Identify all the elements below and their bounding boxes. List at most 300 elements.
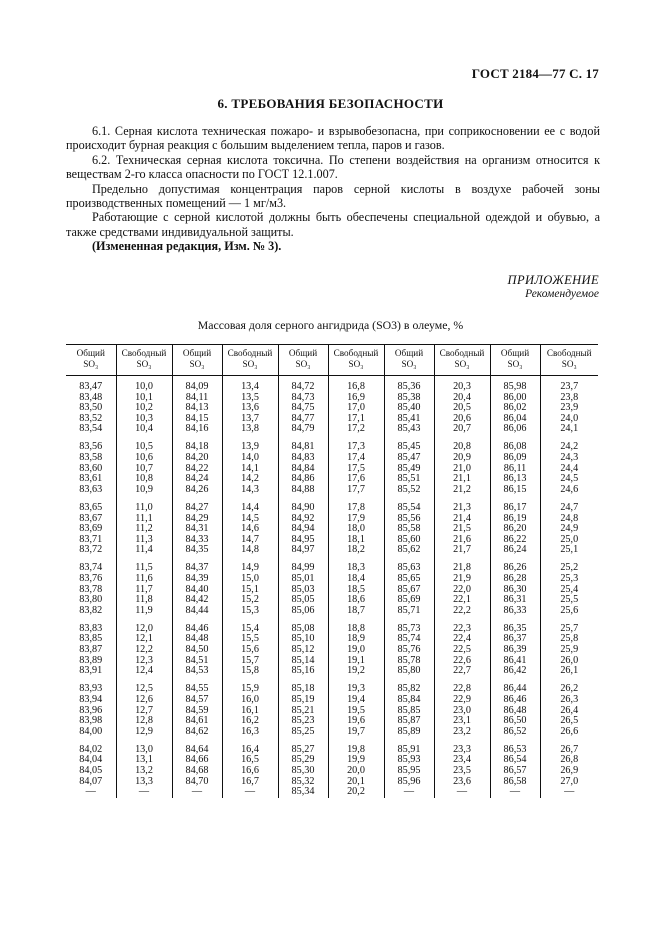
table-cell: 11,8 [116,595,172,606]
table-cell: 85,21 [278,706,328,717]
column-header-unit: SO₃ [189,359,205,369]
table-cell: 86,54 [490,755,540,766]
table-cell: 13,4 [222,376,278,393]
table-cell: 10,6 [116,453,172,464]
table-cell: 85,65 [384,574,434,585]
table-cell: 85,52 [384,485,434,496]
table-cell: 84,86 [278,474,328,485]
column-header-label: Свободный [333,348,379,358]
table-cell: 84,18 [172,435,222,453]
table-cell: 85,89 [384,727,434,738]
table-cell: 86,09 [490,453,540,464]
amendment-note: (Измененная редакция, Изм. № 3). [92,239,282,254]
table-cell: 86,00 [490,393,540,404]
table-cell: 13,3 [116,777,172,788]
table-cell: 84,02 [79,743,103,755]
table-cell: 85,62 [384,545,434,556]
table-cell: 24,5 [540,474,598,485]
table-cell: 23,0 [434,706,490,717]
table-cell: 11,7 [116,585,172,596]
table-cell: 85,23 [278,716,328,727]
table-cell: 84,79 [278,424,328,435]
table-cell: 85,84 [384,695,434,706]
table-cell: 84,95 [278,535,328,546]
appendix-subtitle: Рекомендуемое [525,288,599,300]
column-header-label: Общий [500,348,530,358]
table-cell: 84,39 [172,574,222,585]
column-header [278,345,328,376]
table-cell: 85,82 [384,677,434,695]
table-cell: 85,08 [278,616,328,634]
table-cell: — [85,786,96,798]
table-cell: 84,66 [172,755,222,766]
table-cell: 83,96 [79,704,103,716]
table-cell: 85,51 [384,474,434,485]
table-cell: 84,92 [278,514,328,525]
table-cell: 86,06 [490,424,540,435]
table-cell: 11,3 [116,535,172,546]
table-row [66,606,598,617]
table-cell: 83,72 [79,544,103,556]
table-cell: 84,16 [172,424,222,435]
table-cell: 85,85 [384,706,434,717]
table-cell: 84,24 [172,474,222,485]
table-cell: 21,6 [434,535,490,546]
table-cell: 86,46 [490,695,540,706]
safety-text [66,124,600,254]
table-row [66,766,598,777]
table-cell: 23,8 [540,393,598,404]
table-row [66,787,598,798]
table-cell: 26,1 [540,666,598,677]
table-cell: 22,2 [434,606,490,617]
table-cell: — [384,787,434,798]
table-cell: 10,8 [116,474,172,485]
table-cell: 86,57 [490,766,540,777]
table-cell: 85,38 [384,393,434,404]
table-cell: 85,03 [278,585,328,596]
table-cell: 83,91 [79,665,103,677]
table-cell: 12,3 [116,656,172,667]
table-cell: 83,94 [79,693,103,705]
table-cell: 83,83 [79,622,103,634]
table-cell: 85,05 [278,595,328,606]
table-cell: 20,2 [328,787,384,798]
table-cell: 12,6 [116,695,172,706]
table-cell: 16,6 [222,766,278,777]
table-row [66,574,598,585]
table-cell: 83,47 [79,381,103,392]
table-header-row [66,345,598,376]
table-cell: 14,1 [222,464,278,475]
table-cell: 17,4 [328,453,384,464]
table-row [66,424,598,435]
table-cell: 84,77 [278,414,328,425]
table-cell: 84,72 [278,376,328,393]
table-cell: 21,5 [434,524,490,535]
table-cell: 19,3 [328,677,384,695]
table-cell: 84,83 [278,453,328,464]
table-cell: 85,76 [384,645,434,656]
table-cell: 25,7 [540,616,598,634]
paragraph-mpc: Предельно допустимая концентрация паров серной кислоты в воздухе рабочей зоны производственных помещений — 1 мг/м3. [66,181,600,211]
paragraph-6-2: 6.2. Техническая серная кислота токсична. По степени воздействия на организм относится к веществам 2-го класса опасности по ГОСТ 12.1.007. [66,152,600,182]
table-cell: 85,19 [278,695,328,706]
table-cell: 85,58 [384,524,434,535]
table-cell: 85,40 [384,403,434,414]
column-header-label: Свободный [439,348,485,358]
table-cell: 84,42 [172,595,222,606]
table-cell: 11,2 [116,524,172,535]
table-cell: 84,90 [278,495,328,513]
table-cell: 16,1 [222,706,278,717]
table-cell: 22,0 [434,585,490,596]
table-cell: 84,55 [172,677,222,695]
table-cell: 16,0 [222,695,278,706]
table-cell: 18,2 [328,545,384,556]
table-cell: 84,37 [172,556,222,574]
table-cell: 24,8 [540,514,598,525]
table-row [66,435,598,453]
table-cell: 11,1 [116,514,172,525]
table-cell: — [490,787,540,798]
table-cell: 86,19 [490,514,540,525]
table-cell: 85,96 [384,777,434,788]
table-row [66,616,598,634]
table-row [66,485,598,496]
table-row [66,495,598,513]
table-cell: 24,0 [540,414,598,425]
table-cell: 85,01 [278,574,328,585]
table-cell: 25,6 [540,606,598,617]
table-cell: 26,3 [540,695,598,706]
table-cell: 84,64 [172,737,222,755]
table-cell: 86,30 [490,585,540,596]
table-cell: 85,78 [384,656,434,667]
table-cell: 85,29 [278,755,328,766]
table-cell: 11,6 [116,574,172,585]
table-cell: 26,0 [540,656,598,667]
table-body [66,376,598,798]
table-cell: 18,6 [328,595,384,606]
table-cell: 22,8 [434,677,490,695]
table-cell: 83,50 [79,402,103,414]
table-cell: 16,9 [328,393,384,404]
table-cell: 24,1 [540,424,598,435]
table-cell: 85,69 [384,595,434,606]
table-cell: 24,6 [540,485,598,496]
column-header-unit: SO₃ [348,359,364,369]
table-cell: 83,93 [79,683,103,695]
table-cell: 14,3 [222,485,278,496]
table-cell: 23,4 [434,755,490,766]
column-header-label: Свободный [121,348,167,358]
table-cell: 25,9 [540,645,598,656]
table-cell: 14,7 [222,535,278,546]
table-cell: 20,3 [434,376,490,393]
table-cell: 10,3 [116,414,172,425]
table-cell: — [540,787,598,798]
table-cell: 84,70 [172,777,222,788]
table-cell: 21,0 [434,464,490,475]
table-cell: — [222,787,278,798]
table-row [66,545,598,556]
table-cell: 85,14 [278,656,328,667]
table-row [66,376,598,393]
table-cell: 16,4 [222,737,278,755]
table-cell: 26,8 [540,755,598,766]
table-cell: 83,78 [79,583,103,595]
table-cell: 13,6 [222,403,278,414]
table-cell: 85,91 [384,737,434,755]
table-cell: 25,0 [540,535,598,546]
table-row [66,556,598,574]
section-title: 6. ТРЕБОВАНИЯ БЕЗОПАСНОСТИ [217,96,444,111]
table-cell: 11,5 [116,556,172,574]
table-cell: 18,4 [328,574,384,585]
table-cell: 83,67 [79,512,103,524]
table-cell: 83,48 [79,391,103,403]
table-cell: 14,9 [222,556,278,574]
table-cell: 23,9 [540,403,598,414]
table-cell: 85,95 [384,766,434,777]
table-cell: 85,63 [384,556,434,574]
column-header-label: Общий [288,348,318,358]
table-cell: 86,52 [490,727,540,738]
table-cell: 86,44 [490,677,540,695]
table-cell: 85,43 [384,424,434,435]
table-cell: 84,84 [278,464,328,475]
table-cell: 83,74 [79,562,103,574]
table-cell: 13,5 [222,393,278,404]
table-cell: 10,2 [116,403,172,414]
table-cell: 12,8 [116,716,172,727]
table-cell: 25,5 [540,595,598,606]
table-cell: 15,0 [222,574,278,585]
table-cell: 85,60 [384,535,434,546]
table-cell: 84,57 [172,695,222,706]
oleum-table [66,344,598,798]
table-cell: 83,54 [79,423,103,435]
table-cell: 86,13 [490,474,540,485]
table-cell: 14,0 [222,453,278,464]
table-cell: 15,6 [222,645,278,656]
table-cell: 84,94 [278,524,328,535]
table-cell: 83,65 [79,501,103,513]
table-cell: 14,5 [222,514,278,525]
column-header-label: Общий [182,348,212,358]
table-cell: 20,4 [434,393,490,404]
table-cell: 25,8 [540,634,598,645]
table-cell: 19,6 [328,716,384,727]
table-cell: 84,29 [172,514,222,525]
table-cell: 83,89 [79,654,103,666]
table-cell: 84,40 [172,585,222,596]
table-cell: 85,25 [278,727,328,738]
table-cell: 83,76 [79,573,103,584]
table-cell: 20,1 [328,777,384,788]
table-cell: 85,30 [278,766,328,777]
table-cell: 83,87 [79,644,103,656]
column-header-unit: SO₃ [454,359,470,369]
table-cell: 22,3 [434,616,490,634]
table-cell: 17,1 [328,414,384,425]
table-cell: 85,87 [384,716,434,727]
table-cell: 83,85 [79,633,103,645]
table-cell: 86,39 [490,645,540,656]
column-header-unit: SO₃ [295,359,311,369]
table-cell: 25,4 [540,585,598,596]
table-cell: 12,5 [116,677,172,695]
table-cell: 13,0 [116,737,172,755]
column-header [434,345,490,376]
table-cell: 84,48 [172,634,222,645]
table-cell: 22,4 [434,634,490,645]
table-cell: 23,1 [434,716,490,727]
table-cell: 19,2 [328,666,384,677]
table-cell: 21,8 [434,556,490,574]
table-cell: 83,71 [79,533,103,545]
column-header-unit: SO₃ [561,359,577,369]
table-cell: 84,05 [79,765,103,776]
table-cell: 85,18 [278,677,328,695]
table-cell: 85,06 [278,606,328,617]
appendix-title: ПРИЛОЖЕНИЕ [507,273,599,287]
table-cell: 15,2 [222,595,278,606]
table-cell: 17,7 [328,485,384,496]
table-cell: 26,6 [540,727,598,738]
table-cell: 84,22 [172,464,222,475]
table-cell: 12,2 [116,645,172,656]
table-cell: 10,5 [116,435,172,453]
paragraph-protection: Работающие с серной кислотой должны быть обеспечены специальной одеждой и обувью, а также средствами индивидуальной защиты. [66,210,600,239]
table-cell: 83,98 [79,715,103,727]
column-header-label: Свободный [546,348,592,358]
table-cell: 12,4 [116,666,172,677]
table-cell: 20,9 [434,453,490,464]
table-cell: 85,34 [278,787,328,798]
column-header [328,345,384,376]
table-cell: 86,04 [490,414,540,425]
table-cell: 15,1 [222,585,278,596]
table-cell: 23,6 [434,777,490,788]
table-cell: 13,1 [116,755,172,766]
table-cell: 86,22 [490,535,540,546]
table-cell: 13,7 [222,414,278,425]
table-cell: 26,2 [540,677,598,695]
table-cell: 84,88 [278,485,328,496]
table-cell: 85,10 [278,634,328,645]
table-cell: 22,7 [434,666,490,677]
table-cell: 23,7 [540,376,598,393]
column-header [66,345,116,376]
table-cell: 84,07 [79,775,103,787]
table-cell: 19,9 [328,755,384,766]
table-row [66,737,598,755]
table-cell: 85,67 [384,585,434,596]
table-cell: 86,17 [490,495,540,513]
table-cell: 18,1 [328,535,384,546]
table-cell: 85,71 [384,606,434,617]
table-cell: 85,49 [384,464,434,475]
table-cell: 19,8 [328,737,384,755]
table-cell: 25,2 [540,556,598,574]
table-cell: 83,80 [79,594,103,606]
table-cell: 84,00 [79,725,103,737]
table-cell: 86,02 [490,403,540,414]
table-cell: 13,2 [116,766,172,777]
table-cell: 22,9 [434,695,490,706]
table-cell: 26,4 [540,706,598,717]
table-cell: — [172,787,222,798]
table-cell: 17,2 [328,424,384,435]
table-cell: 17,3 [328,435,384,453]
table-cell: 26,7 [540,737,598,755]
table-cell: 14,8 [222,545,278,556]
table-cell: 84,61 [172,716,222,727]
table-cell: 22,1 [434,595,490,606]
table-cell: 18,9 [328,634,384,645]
table-cell: 84,81 [278,435,328,453]
table-row [66,727,598,738]
table-cell: 16,5 [222,755,278,766]
table-cell: 11,9 [116,606,172,617]
table-cell: 21,1 [434,474,490,485]
table-cell: 23,5 [434,766,490,777]
table-cell: 12,1 [116,634,172,645]
table-cell: 83,63 [79,483,103,495]
table-cell: 10,4 [116,424,172,435]
table-cell: 15,4 [222,616,278,634]
column-header [490,345,540,376]
table-cell: 86,48 [490,706,540,717]
table-cell: 85,98 [490,376,540,393]
table-cell: 17,9 [328,514,384,525]
table-cell: 24,2 [540,435,598,453]
table-cell: 26,5 [540,716,598,727]
table-cell: 86,26 [490,556,540,574]
table-cell: 25,1 [540,545,598,556]
table-cell: 16,7 [222,777,278,788]
table-cell: 85,74 [384,634,434,645]
table-cell: 17,6 [328,474,384,485]
table-cell: 15,8 [222,666,278,677]
table-cell: 84,35 [172,545,222,556]
table-cell: 84,31 [172,524,222,535]
table-cell: 86,53 [490,737,540,755]
table-cell: 19,5 [328,706,384,717]
table-cell: 21,3 [434,495,490,513]
table-cell: 85,36 [384,376,434,393]
table-cell: 85,41 [384,414,434,425]
table-cell: 16,8 [328,376,384,393]
table-cell: 15,9 [222,677,278,695]
table-cell: 20,7 [434,424,490,435]
table-cell: 18,8 [328,616,384,634]
table-cell: — [434,787,490,798]
table-cell: 84,46 [172,616,222,634]
table-row [66,666,598,677]
table-cell: 85,16 [278,666,328,677]
table-cell: 86,37 [490,634,540,645]
table-cell: 85,32 [278,777,328,788]
column-header [384,345,434,376]
table-cell: 84,59 [172,706,222,717]
table-cell: 25,3 [540,574,598,585]
table-cell: 85,73 [384,616,434,634]
table-cell: 24,9 [540,524,598,535]
column-header [172,345,222,376]
